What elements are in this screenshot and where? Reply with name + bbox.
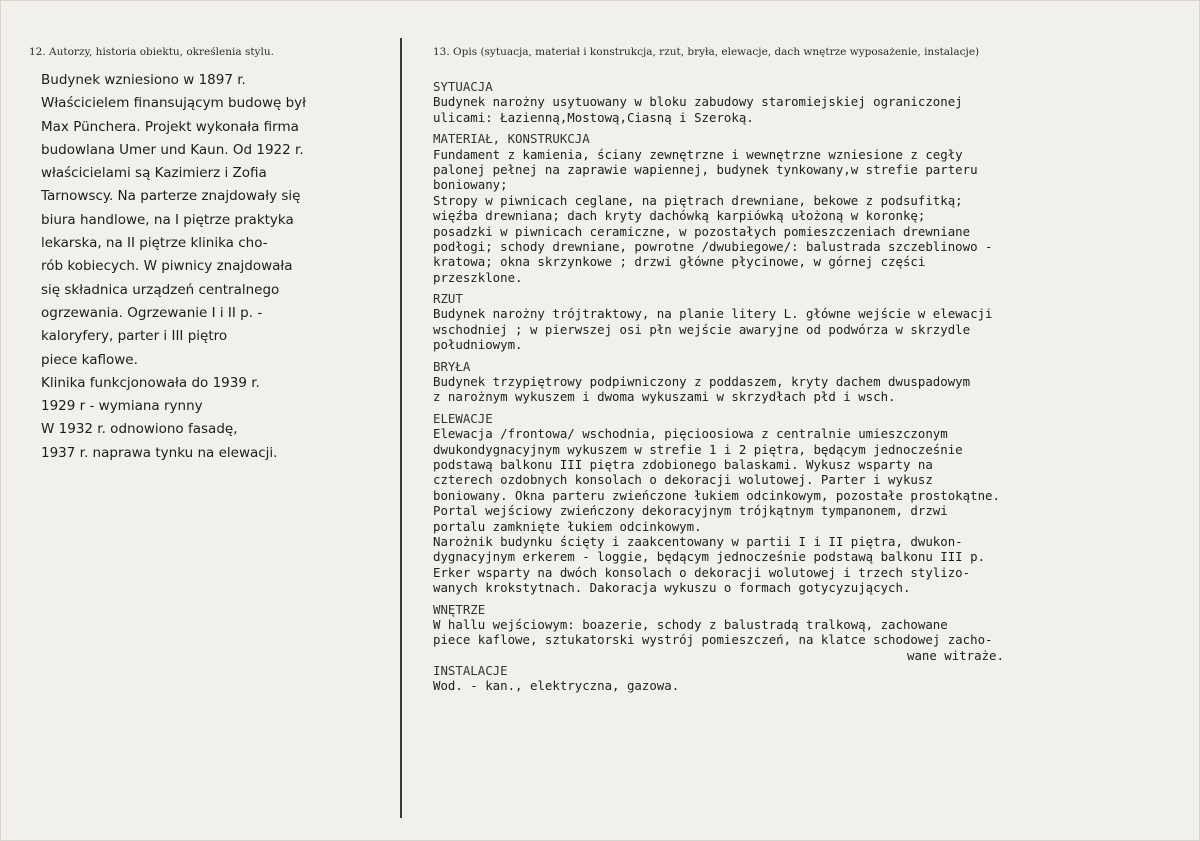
text-line: wane witraże. xyxy=(907,647,1004,663)
text-line: południowym. xyxy=(433,337,523,353)
heading-instalacje: INSTALACJE xyxy=(433,663,508,679)
text-line: przeszklone. xyxy=(433,269,523,285)
heading-elewacje: ELEWACJE xyxy=(433,410,493,426)
text-line: podłogi; schody drewniane, powrotne /dwubiegowe/: balustrada szczeblinowo - xyxy=(433,238,993,254)
history-line: Max Pünchera. Projekt wykonała firma xyxy=(41,118,299,135)
text-line: Narożnik budynku ścięty i zaakcentowany w partii I i II piętra, dwukon- xyxy=(433,533,963,549)
history-line: Właścicielem finansującym budowę był xyxy=(41,95,306,112)
section-12-header: 12. Autorzy, historia obiektu, określenia stylu. xyxy=(29,46,274,58)
text-line: wanych krokstytnach. Dakoracja wykuszu o formach gotycyzujących. xyxy=(433,580,911,596)
text-line: podstawą balkonu III piętra zdobionego balaskami. Wykusz wsparty na xyxy=(433,456,933,472)
text-line: kratowa; okna skrzynkowe ; drzwi główne płycinowe, w górnej części xyxy=(433,254,926,270)
heading-sytuacja: SYTUACJA xyxy=(433,79,493,94)
history-line: rób kobiecych. W piwnicy znajdowała xyxy=(41,258,293,275)
text-line: Erker wsparty na dwóch konsolach o dekoracji wolutowej i trzech stylizo- xyxy=(433,564,971,580)
history-line: ogrzewania. Ogrzewanie I i II p. - xyxy=(41,304,263,321)
text-line: dygnacyjnym erkerem - loggie, będącym jednocześnie podstawą balkonu III p. xyxy=(433,549,986,565)
text-line: Elewacja /frontowa/ wschodnia, pięcioosiowa z centralnie umieszczonym xyxy=(433,426,948,442)
section-13-header: 13. Opis (sytuacja, materiał i konstrukcja, rzut, bryła, elewacje, dach wnętrze wyposażenie, instalacje) xyxy=(433,46,980,58)
heading-wnetrze: WNĘTRZE xyxy=(433,601,486,617)
text-line: Fundament z kamienia, ściany zewnętrzne i wewnętrzne wzniesione z cegły xyxy=(433,146,963,162)
description-column xyxy=(433,79,1193,694)
heading-bryla: BRYŁA xyxy=(433,358,471,374)
text-line: czterech ozdobnych konsolach o dekoracji wolutowej. Parter i wykusz xyxy=(433,472,933,488)
text-line: Stropy w piwnicach ceglane, na piętrach drewniane, bekowe z podsufitką; xyxy=(433,192,963,208)
text-line: z narożnym wykuszem i dwoma wykuszami w skrzydłach płd i wsch. xyxy=(433,389,896,405)
text-line: W hallu wejściowym: boazerie, schody z balustradą tralkową, zachowane xyxy=(433,616,948,632)
history-line: biura handlowe, na I piętrze praktyka xyxy=(41,211,294,228)
heading-rzut: RZUT xyxy=(433,291,463,307)
text-line: dwukondygnacyjnym wykuszem w strefie 1 i 2 piętra, będącym jednocześnie xyxy=(433,441,963,457)
history-line: się składnica urządzeń centralnego xyxy=(41,281,280,298)
text-line: portalu zamknięte łukiem odcinkowym. xyxy=(433,518,702,534)
history-line: 1937 r. naprawa tynku na elewacji. xyxy=(41,444,278,461)
history-line: Tarnowscy. Na parterze znajdowały się xyxy=(41,188,301,205)
text-line: Budynek trzypiętrowy podpiwniczony z poddaszem, kryty dachem dwuspadowym xyxy=(433,374,971,390)
history-line: piece kaflowe. xyxy=(41,351,138,368)
text-line: boniowany; xyxy=(433,177,508,193)
text-line: Budynek narożny trójtraktowy, na planie litery L. główne wejście w elewacji xyxy=(433,306,993,322)
text-line: Wod. - kan., elektryczna, gazowa. xyxy=(433,678,680,694)
text-line: posadzki w piwnicach ceramiczne, w pozostałych pomieszczeniach drewniane xyxy=(433,223,971,239)
text-line: piece kaflowe, sztukatorski wystrój pomieszczeń, na klatce schodowej zacho- xyxy=(433,632,993,648)
history-column xyxy=(41,69,401,465)
text-line: palonej pełnej na zaprawie wapiennej, budynek tynkowany,w strefie parteru xyxy=(433,161,978,177)
history-line: Budynek wzniesiono w 1897 r. xyxy=(41,72,246,88)
heading-material: MATERIAŁ, KONSTRUKCJA xyxy=(433,131,590,147)
history-line: właścicielami są Kazimierz i Zofia xyxy=(41,165,267,182)
text-line: Portal wejściowy zwieńczony dekoracyjnym trójkątnym tympanonem, drzwi xyxy=(433,503,948,519)
history-line: 1929 r - wymiana rynny xyxy=(41,398,203,415)
text-line: więźba drewniana; dach kryty dachówką karpiówką ułożoną w koronkę; xyxy=(433,208,926,224)
history-line: budowlana Umer und Kaun. Od 1922 r. xyxy=(41,141,304,158)
history-line: kaloryfery, parter i III piętro xyxy=(41,328,228,345)
text-line: wschodniej ; w pierwszej osi płn wejście awaryjne od podwórza w skrzydle xyxy=(433,321,971,337)
history-line: W 1932 r. odnowiono fasadę, xyxy=(41,421,238,438)
history-line: lekarska, na II piętrze klinika cho- xyxy=(41,235,268,252)
text-line: ulicami: Łazienną,Mostową,Ciasną i Szeroką. xyxy=(433,109,754,125)
history-line: Klinika funkcjonowała do 1939 r. xyxy=(41,374,260,391)
text-line: boniowany. Okna parteru zwieńczone łukiem odcinkowym, pozostałe prostokątne. xyxy=(433,487,1000,503)
text-line: Budynek narożny usytuowany w bloku zabudowy staromiejskiej ograniczonej xyxy=(433,94,963,110)
